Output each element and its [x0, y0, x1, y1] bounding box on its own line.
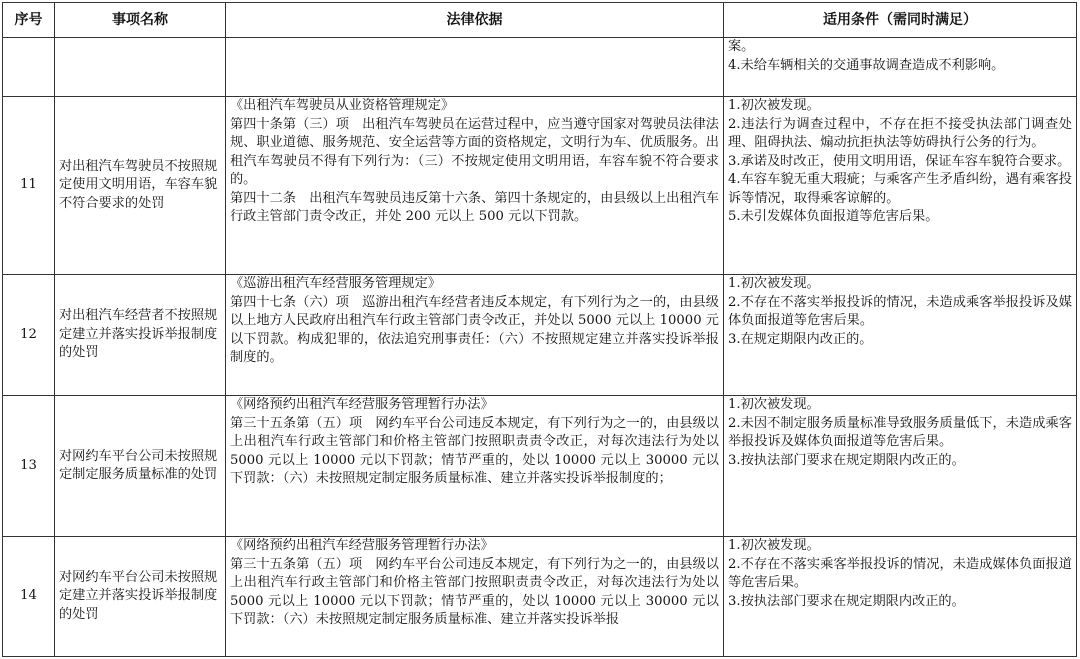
condition-line: 4.未给车辆相关的交通事故调查造成不利影响。	[728, 57, 1005, 73]
condition-line: 案。	[728, 39, 755, 54]
applicable-conditions	[724, 97, 1077, 275]
legal-basis	[226, 537, 724, 657]
basis-line: 《出租汽车驾驶员从业资格管理规定》	[230, 98, 455, 113]
condition-line: 1.初次被发现。	[728, 538, 820, 553]
basis-line: 《网络预约出租汽车经营服务管理暂行办法》	[230, 397, 494, 412]
row-number: 11	[3, 97, 55, 275]
condition-line: 2.不存在不落实乘客举报投诉的情况，未造成媒体负面报道等危害后果。	[728, 556, 1072, 590]
condition-line: 2.不存在不落实举报投诉的情况，未造成乘客举报投诉及媒体负面报道等危害后果。	[728, 294, 1072, 328]
header-conditions: 适用条件（需同时满足）	[724, 3, 1077, 38]
applicable-conditions	[724, 396, 1077, 537]
item-name: 对网约车平台公司未按照规定建立并落实投诉举报制度的处罚	[55, 537, 226, 657]
condition-line: 1.初次被发现。	[728, 397, 820, 412]
item-name: 对网约车平台公司未按照规定制定服务质量标准的处罚	[55, 396, 226, 537]
condition-line: 4.车容车貌无重大瑕疵；与乘客产生矛盾纠纷，遇有乘客投诉等情况，取得乘客谅解的。	[728, 172, 1072, 206]
legal-basis	[226, 275, 724, 396]
basis-line: 《网络预约出租汽车经营服务管理暂行办法》	[230, 538, 494, 553]
item-name: 对出租汽车驾驶员不按照规定使用文明用语，车容车貌不符合要求的处罚	[55, 97, 226, 275]
condition-line: 1.初次被发现。	[728, 98, 820, 113]
cell-basis	[226, 38, 724, 97]
item-name: 对出租汽车经营者不按照规定建立并落实投诉举报制度的处罚	[55, 275, 226, 396]
basis-line: 第三十五条第（五）项 网约车平台公司违反本规定，有下列行为之一的，由县级以上出租汽车行政主管部门和价格主管部门按照职责责令改正，对每次违法行为处以 5000 元以上 10000 元以下罚款；情节严重的，处以 10000 元以上 30000 元以下罚款：（六）未按照规定制定服务质量标准、建立并落实投诉举报制度的；	[230, 415, 719, 486]
condition-line: 3.承诺及时改正，使用文明用语，保证车容车貌符合要求。	[728, 153, 1071, 169]
condition-line: 3.按执法部门要求在规定期限内改正的。	[728, 593, 965, 609]
table-row	[3, 97, 1077, 275]
cell-no	[3, 38, 55, 97]
basis-line: 第四十条第（三）项 出租汽车驾驶员在运营过程中，应当遵守国家对驾驶员法律法规、职业道德、服务规范、安全运营等方面的资格规定，文明行为车、优质服务。出租汽车驾驶员不得有下列行为：（三）不按规定使用文明用语，车容车貌不符合要求的。	[230, 116, 719, 187]
condition-line: 2.未因不制定服务质量标准导致服务质量低下，未造成乘客举报投诉及媒体负面报道等危害后果。	[728, 415, 1072, 449]
legal-basis	[226, 97, 724, 275]
legal-basis	[226, 396, 724, 537]
applicable-conditions	[724, 275, 1077, 396]
table-row	[3, 537, 1077, 657]
condition-line: 2.违法行为调查过程中，不存在拒不接受执法部门调查处理、阻碍执法、煽动抗拒执法等妨碍执行公务的行为。	[728, 116, 1072, 150]
header-basis: 法律依据	[226, 3, 724, 38]
condition-line: 3.在规定期限内改正的。	[728, 331, 873, 347]
row-number: 14	[3, 537, 55, 657]
penalty-table	[2, 2, 1077, 657]
header-no: 序号	[3, 3, 55, 38]
table-header-row	[3, 3, 1077, 38]
basis-line: 《巡游出租汽车经营服务管理规定》	[230, 276, 441, 291]
cell-conditions	[724, 38, 1077, 97]
cell-item	[55, 38, 226, 97]
table-row	[3, 396, 1077, 537]
header-item: 事项名称	[55, 3, 226, 38]
basis-line: 第四十二条 出租汽车驾驶员违反第十六条、第四十条规定的，由县级以上出租汽车行政主管部门责令改正，并处 200 元以上 500 元以下罚款。	[230, 190, 719, 224]
condition-line: 5.未引发媒体负面报道等危害后果。	[728, 209, 939, 224]
basis-line: 第三十五条第（五）项 网约车平台公司违反本规定，有下列行为之一的，由县级以上出租汽车行政主管部门和价格主管部门按照职责责令改正，对每次违法行为处以 5000 元以上 10000 元以下罚款；情节严重的，处以 10000 元以上 30000 元以下罚款：（六）未按照规定制定服务质量标准、建立并落实投诉举报	[230, 556, 719, 627]
basis-line: 第四十七条（六）项 巡游出租汽车经营者违反本规定，有下列行为之一的，由县级以上地方人民政府出租汽车行政主管部门责令改正，并处以 5000 元以上 10000 元以下罚款。构成犯罪的，依法追究刑事责任：（六）不按照规定建立并落实投诉举报制度的。	[230, 294, 719, 365]
condition-line: 1.初次被发现。	[728, 276, 820, 291]
condition-line: 3.按执法部门要求在规定期限内改正的。	[728, 452, 965, 468]
table-row-continuation	[3, 38, 1077, 97]
row-number: 13	[3, 396, 55, 537]
applicable-conditions	[724, 537, 1077, 657]
row-number: 12	[3, 275, 55, 396]
table-row	[3, 275, 1077, 396]
